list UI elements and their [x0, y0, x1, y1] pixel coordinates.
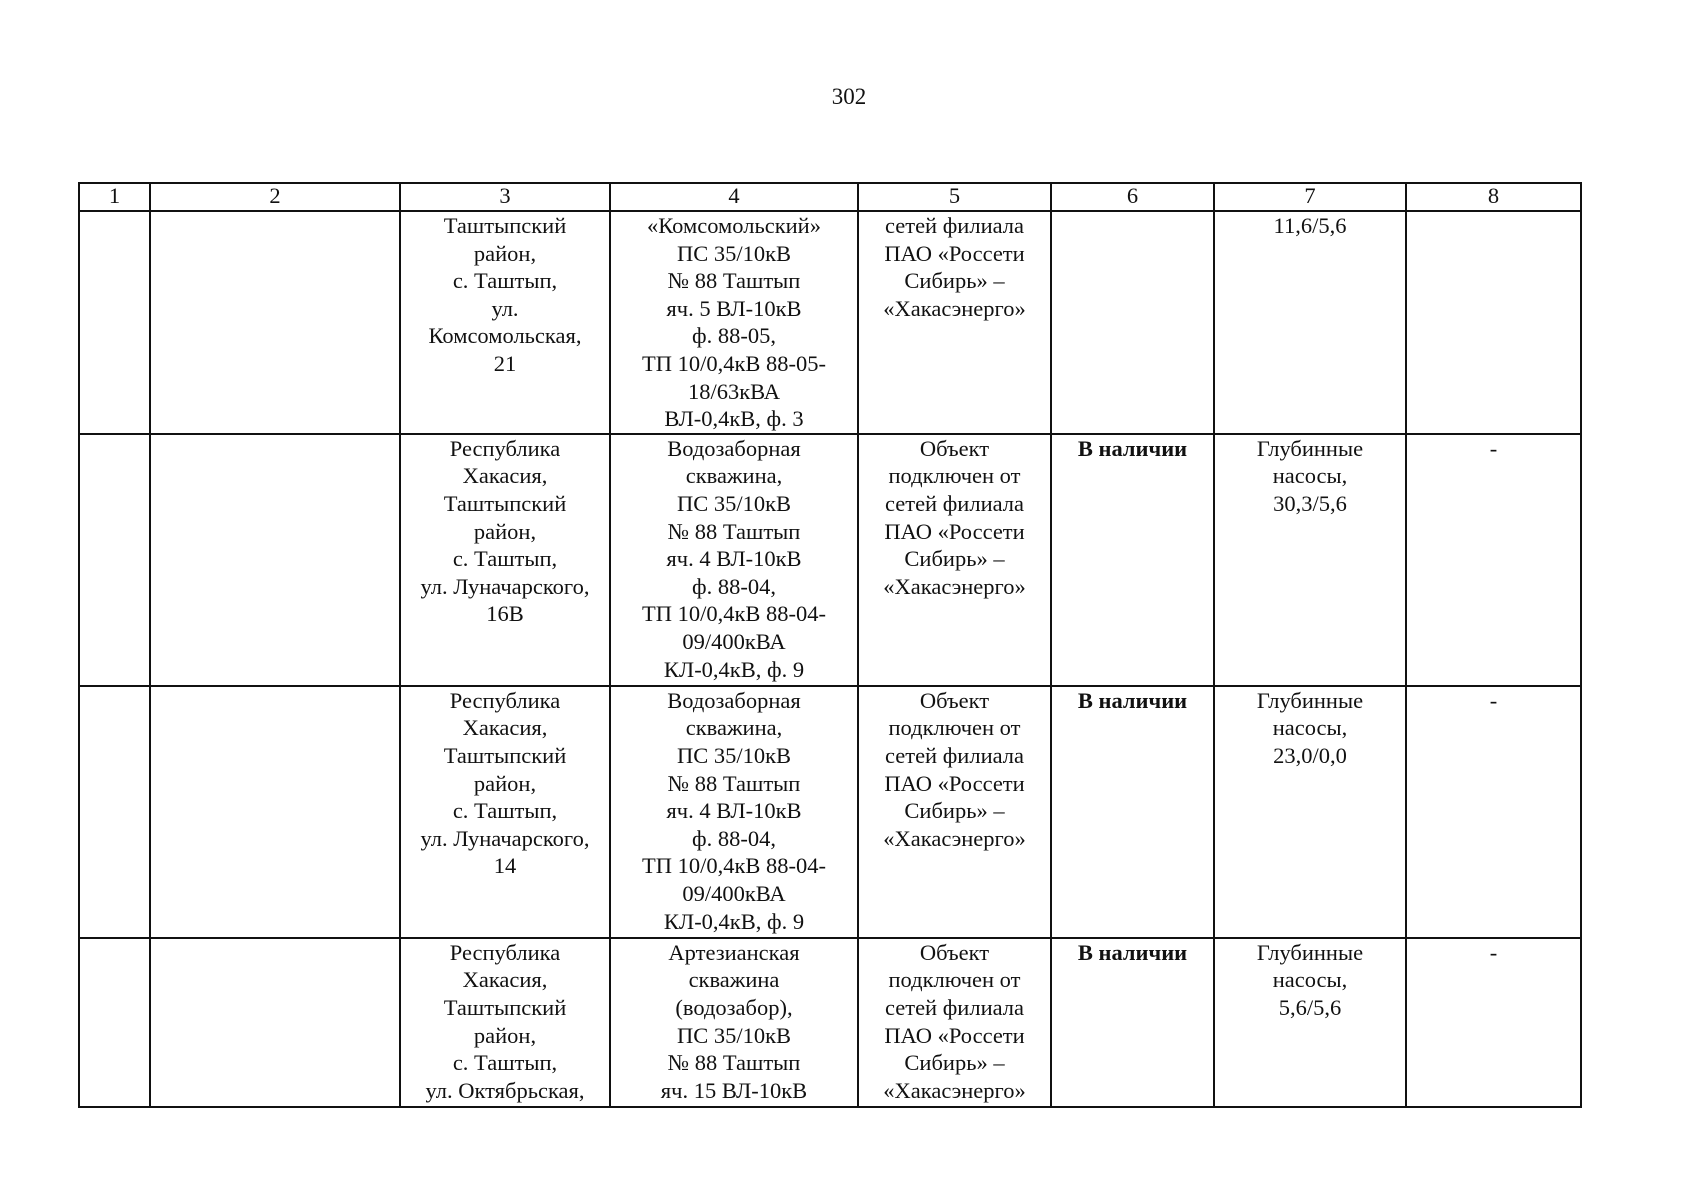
- text-line: Сибирь» –: [904, 798, 1005, 824]
- text-line: Хакасия,: [462, 463, 548, 489]
- text-line: район,: [473, 1022, 537, 1048]
- text-line: Таштыпский: [443, 213, 567, 238]
- text-line: Объект: [919, 939, 990, 965]
- text-line: «Хакасэнерго»: [883, 573, 1026, 599]
- text-line: 09/400кВА: [682, 628, 786, 654]
- text-line: сетей филиала: [884, 994, 1025, 1020]
- cell-note: -: [1406, 938, 1581, 1107]
- text-line: (водозабор),: [675, 994, 793, 1020]
- text-line: скважина,: [685, 463, 783, 489]
- cell-number: [79, 938, 150, 1107]
- text-line: ул. Октябрьская,: [425, 1077, 585, 1103]
- text-line: № 88 Таштып: [667, 268, 801, 294]
- text-line: Хакасия,: [462, 715, 548, 741]
- text-line: скважина,: [685, 715, 783, 741]
- cell-number: [79, 434, 150, 686]
- text-line: Таштыпский: [443, 742, 567, 768]
- text-line: 21: [493, 350, 517, 376]
- text-line: насосы,: [1272, 715, 1348, 741]
- cell-name: [150, 434, 400, 686]
- text-line: с. Таштып,: [452, 268, 558, 294]
- text-line: ТП 10/0,4кВ 88-04-: [641, 601, 827, 627]
- text-line: подключен от: [888, 967, 1021, 993]
- text-line: сетей филиала: [884, 213, 1025, 238]
- cell-address: [400, 938, 610, 1107]
- text-line: Объект: [919, 435, 990, 461]
- text-line: Таштыпский: [443, 994, 567, 1020]
- text-line: ул. Луначарского,: [420, 825, 590, 851]
- text-line: ул. Луначарского,: [420, 573, 590, 599]
- text-line: ф. 88-04,: [692, 573, 776, 599]
- cell-name: [150, 686, 400, 938]
- text-line: скважина: [688, 967, 780, 993]
- text-line: 09/400кВА: [682, 880, 786, 906]
- text-line: «Хакасэнерго»: [883, 295, 1026, 321]
- text-line: Хакасия,: [462, 967, 548, 993]
- cell-note: -: [1406, 434, 1581, 686]
- header-col-7: 7: [1214, 183, 1406, 211]
- text-line: ПАО «Россети: [884, 1022, 1025, 1048]
- header-col-1: 1: [79, 183, 150, 211]
- cell-address: [400, 434, 610, 686]
- text-line: с. Таштып,: [452, 546, 558, 572]
- text-line: № 88 Таштып: [667, 518, 801, 544]
- cell-name: [150, 211, 400, 434]
- text-line: ул.: [491, 295, 519, 321]
- cell-object: [610, 938, 858, 1107]
- cell-address: [400, 211, 610, 434]
- cell-note: [1406, 211, 1581, 434]
- text-line: № 88 Таштып: [667, 770, 801, 796]
- text-line: сетей филиала: [884, 742, 1025, 768]
- table-row: [79, 434, 1581, 686]
- text-line: «Хакасэнерго»: [883, 825, 1026, 851]
- header-col-8: 8: [1406, 183, 1581, 211]
- text-line: 23,0/0,0: [1273, 742, 1347, 768]
- cell-object: [610, 211, 858, 434]
- cell-address: [400, 686, 610, 938]
- cell-power: [1214, 434, 1406, 686]
- cell-availability: В наличии: [1051, 434, 1214, 686]
- text-line: Сибирь» –: [904, 546, 1005, 572]
- header-row: [79, 183, 1581, 211]
- text-line: 16В: [486, 601, 524, 627]
- text-line: яч. 5 ВЛ-10кВ: [666, 295, 802, 321]
- text-line: Республика: [449, 687, 561, 713]
- text-line: КЛ-0,4кВ, ф. 9: [663, 656, 805, 682]
- text-line: ПС 35/10кВ: [676, 1022, 792, 1048]
- text-line: № 88 Таштып: [667, 1050, 801, 1076]
- header-col-5: 5: [858, 183, 1051, 211]
- text-line: подключен от: [888, 715, 1021, 741]
- cell-connection: [858, 434, 1051, 686]
- text-line: ПС 35/10кВ: [676, 240, 792, 266]
- text-line: Водозаборная: [667, 687, 801, 713]
- text-line: ПАО «Россети: [884, 518, 1025, 544]
- text-line: ПАО «Россети: [884, 770, 1025, 796]
- text-line: Глубинные: [1256, 939, 1364, 965]
- cell-connection: [858, 211, 1051, 434]
- text-line: 18/63кВА: [687, 378, 781, 404]
- text-line: «Комсомольский»: [647, 213, 821, 238]
- text-line: КЛ-0,4кВ, ф. 9: [663, 908, 805, 934]
- text-line: яч. 4 ВЛ-10кВ: [666, 546, 802, 572]
- cell-availability: В наличии: [1051, 938, 1214, 1107]
- text-line: Глубинные: [1256, 435, 1364, 461]
- text-line: «Хакасэнерго»: [883, 1077, 1026, 1103]
- cell-power: [1214, 211, 1406, 434]
- text-line: район,: [473, 518, 537, 544]
- text-line: Артезианская: [668, 939, 800, 965]
- text-line: яч. 4 ВЛ-10кВ: [666, 798, 802, 824]
- text-line: Глубинные: [1256, 687, 1364, 713]
- header-col-4: 4: [610, 183, 858, 211]
- table-row: [79, 938, 1581, 1107]
- text-line: ПС 35/10кВ: [676, 742, 792, 768]
- text-line: с. Таштып,: [452, 1050, 558, 1076]
- text-line: ТП 10/0,4кВ 88-04-: [641, 853, 827, 879]
- text-line: ПС 35/10кВ: [676, 490, 792, 516]
- text-line: насосы,: [1272, 967, 1348, 993]
- table-row: [79, 686, 1581, 938]
- cell-power: [1214, 686, 1406, 938]
- cell-number: [79, 211, 150, 434]
- cell-availability: [1051, 211, 1214, 434]
- cell-availability: В наличии: [1051, 686, 1214, 938]
- header-col-2: 2: [150, 183, 400, 211]
- cell-note: -: [1406, 686, 1581, 938]
- header-col-6: 6: [1051, 183, 1214, 211]
- cell-object: [610, 686, 858, 938]
- text-line: с. Таштып,: [452, 798, 558, 824]
- text-line: Комсомольская,: [428, 323, 582, 349]
- table-row: [79, 211, 1581, 434]
- page-number: 302: [831, 84, 867, 109]
- cell-object: [610, 434, 858, 686]
- text-line: 11,6/5,6: [1273, 213, 1347, 238]
- text-line: насосы,: [1272, 463, 1348, 489]
- text-line: ПАО «Россети: [884, 240, 1025, 266]
- text-line: Сибирь» –: [904, 268, 1005, 294]
- cell-power: [1214, 938, 1406, 1107]
- text-line: Объект: [919, 687, 990, 713]
- text-line: Республика: [449, 939, 561, 965]
- text-line: Таштыпский: [443, 490, 567, 516]
- text-line: район,: [473, 240, 537, 266]
- text-line: сетей филиала: [884, 490, 1025, 516]
- text-line: район,: [473, 770, 537, 796]
- text-line: ТП 10/0,4кВ 88-05-: [641, 350, 827, 376]
- cell-connection: [858, 938, 1051, 1107]
- text-line: Республика: [449, 435, 561, 461]
- text-line: 5,6/5,6: [1278, 994, 1342, 1020]
- text-line: Водозаборная: [667, 435, 801, 461]
- text-line: ф. 88-05,: [692, 323, 776, 349]
- text-line: ВЛ-0,4кВ, ф. 3: [664, 406, 804, 432]
- text-line: 14: [493, 853, 517, 879]
- text-line: ф. 88-04,: [692, 825, 776, 851]
- text-line: 30,3/5,6: [1273, 490, 1347, 516]
- cell-name: [150, 938, 400, 1107]
- text-line: подключен от: [888, 463, 1021, 489]
- text-line: Сибирь» –: [904, 1050, 1005, 1076]
- cell-connection: [858, 686, 1051, 938]
- data-table: [78, 182, 1582, 1108]
- header-col-3: 3: [400, 183, 610, 211]
- cell-number: [79, 686, 150, 938]
- text-line: яч. 15 ВЛ-10кВ: [660, 1077, 808, 1103]
